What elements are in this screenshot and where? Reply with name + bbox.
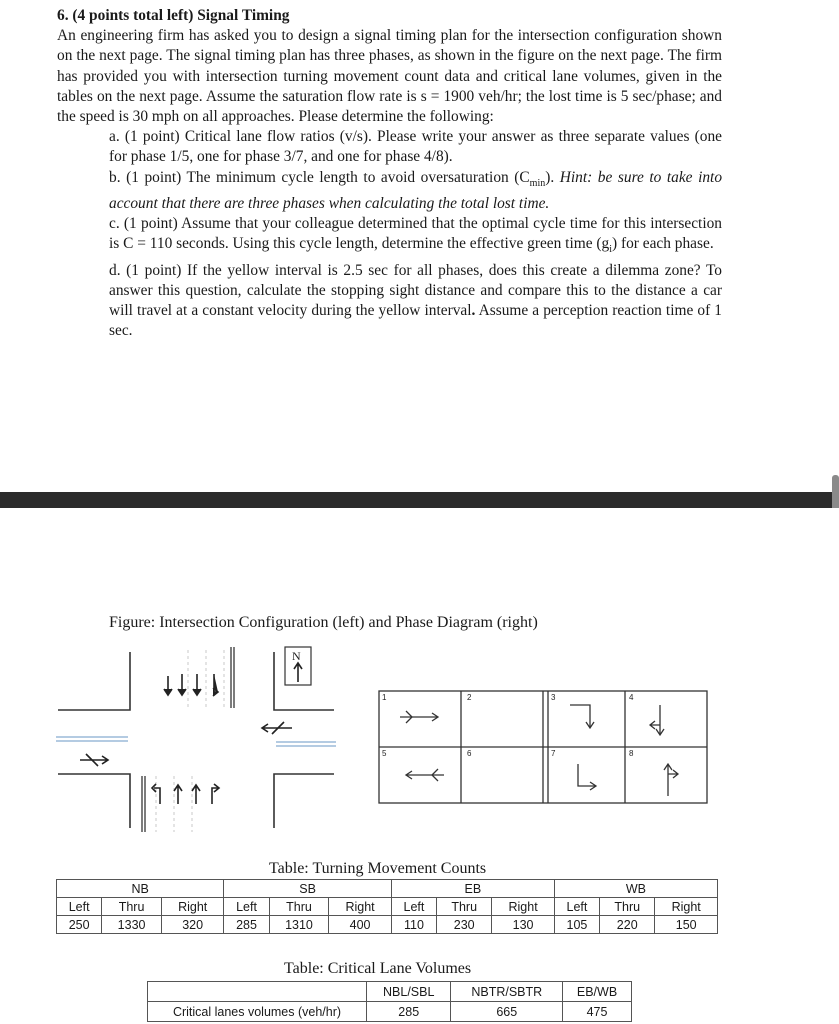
approach-header: EB [391,880,554,898]
curb-nw [58,652,130,710]
phase-label-6: 6 [467,749,472,758]
phase-label-2: 2 [467,693,472,702]
approach-header: WB [554,880,717,898]
phase-diagram [378,690,708,806]
approach-header: NB [57,880,224,898]
table-cell: 320 [161,916,224,934]
phase7-nb-left-arrow-icon [578,764,596,790]
intersection-diagram [56,642,336,837]
table-cell: 400 [329,916,392,934]
sb-left-arrow-icon [213,674,218,696]
question-list [109,127,722,341]
table-cell: 250 [57,916,102,934]
table-row [148,982,632,1002]
sb-thru-arrow-icon [193,674,201,695]
question-d: d. (1 point) If the yellow interval is 2.5 sec for all phases, does this create a dilemma zone? To answer this question, calculate the stopping sight distance and compare this to the distance a car will travel at a constant velocity during the yellow interval. Assume a perception reaction time of 1 sec. [109,261,722,340]
movement-header: Left [224,898,269,916]
movement-header: Right [655,898,718,916]
movement-header: Thru [269,898,329,916]
phase3-sb-left-arrow-icon [570,705,594,728]
table-cell: 665 [451,1002,563,1022]
table-cell: 220 [600,916,655,934]
movement-header: Thru [102,898,162,916]
table-cell: 130 [492,916,555,934]
phase-label-8: 8 [629,749,634,758]
table-row [57,916,718,934]
north-label: N [292,649,301,663]
nb-thru-arrow-icon [174,785,182,804]
phase-label-5: 5 [382,749,387,758]
movement-table-caption: Table: Turning Movement Counts [269,860,487,877]
phase5-wb-arrow-icon [406,769,444,781]
table-cell [148,982,367,1002]
phase-label-4: 4 [629,693,634,702]
north-arrow-icon [285,647,311,685]
table-row [57,880,718,898]
page-divider [0,492,839,508]
table-row [57,898,718,916]
table-cell: 110 [391,916,436,934]
sb-thru-arrow-icon [178,674,186,695]
table-cell: 475 [563,1002,632,1022]
nb-right-arrow-icon [212,784,219,804]
question-c: c. (1 point) Assume that your colleague determined that the optimal cycle time for this intersection is C = 110 seconds. Using this cycle length, determine the effective green time $(g_i)$ for each phase. [109,215,722,256]
table-cell: 285 [224,916,269,934]
column-header: NBL/SBL [367,982,451,1002]
movement-header: Left [554,898,599,916]
table-cell: 1310 [269,916,329,934]
column-header: NBTR/SBTR [451,982,563,1002]
movement-header: Left [391,898,436,916]
wb-lane-arrow-icon [262,722,292,734]
table-cell: 230 [437,916,492,934]
document-page-top [0,0,839,492]
phase-label-1: 1 [382,693,387,702]
table-cell: 285 [367,1002,451,1022]
movement-header: Thru [437,898,492,916]
figure-caption: Figure: Intersection Configuration (left) and Phase Diagram (right) [109,614,538,631]
eb-lane-arrow-icon [80,754,108,766]
table-cell: 150 [655,916,718,934]
movement-header: Right [329,898,392,916]
problem-text [57,6,722,341]
movement-header: Right [161,898,224,916]
nb-thru-arrow-icon [192,785,200,804]
table-cell: 105 [554,916,599,934]
table-cell: 1330 [102,916,162,934]
column-header: EB/WB [563,982,632,1002]
curb-se [274,774,334,828]
question-b: b. (1 point) The minimum cycle length to avoid oversaturation $(C_{min})$. Hint: be sure to take into account that there are three phases when calculating the total lost time. [109,168,723,212]
phase-label-7: 7 [551,749,556,758]
turning-movement-table [56,879,718,934]
critical-lane-table [147,981,632,1022]
phase1-eb-arrow-icon [400,711,438,723]
phase8-nb-arrow-icon [664,764,678,796]
phase4-sb-arrow-icon [650,705,664,735]
critical-table-caption: Table: Critical Lane Volumes [284,960,472,977]
problem-intro: An engineering firm has asked you to design a signal timing plan for the intersection configuration shown on the next page. The signal timing plan has three phases, as shown in the figure on the next page. The firm has provided you with intersection turning movement count data and critical lane volumes, given in the tables on the next page. Assume the saturation flow rate is s = 1900 veh/hr; the lost time is 5 sec/phase; and the speed is 30 mph on all approaches. Please determine the following: [57,27,722,126]
approach-header: SB [224,880,391,898]
row-label: Critical lanes volumes (veh/hr) [148,1002,367,1022]
movement-header: Left [57,898,102,916]
table-row [148,1002,632,1022]
problem-title: 6. (4 points total left) Signal Timing [57,7,290,24]
question-a: a. (1 point) Critical lane flow ratios (v/s). Please write your answer as three separate values (one for phase 1/5, one for phase 3/7, and one for phase 4/8). [109,128,722,166]
sb-right-arrow-icon [164,676,172,695]
phase-label-3: 3 [551,693,556,702]
movement-header: Right [492,898,555,916]
curb-sw [58,774,130,828]
movement-header: Thru [600,898,655,916]
hint-text: Hint: be sure to take into account that there are three phases when calculating the total lost time. [109,168,723,212]
